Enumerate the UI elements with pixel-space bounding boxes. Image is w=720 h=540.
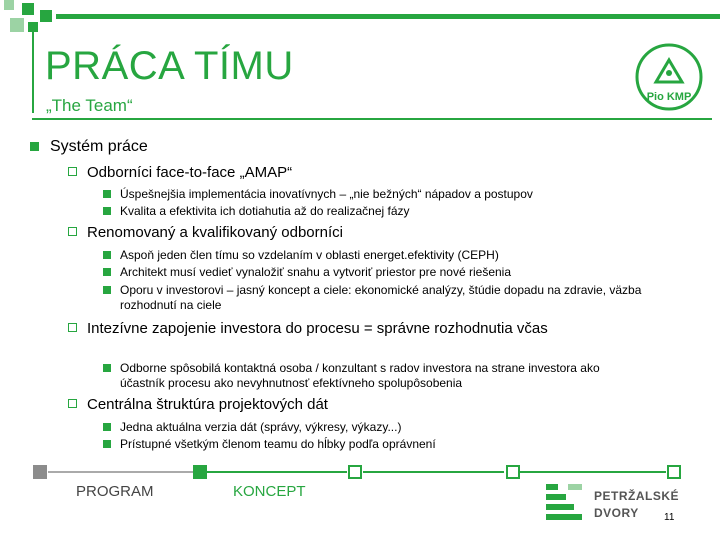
nav-step-program[interactable] [33, 465, 47, 479]
bullet-square-icon [103, 440, 111, 448]
brand-name-line1: PETRŽALSKÉ [594, 489, 680, 503]
bullet-square-icon [103, 251, 111, 259]
bullet-square-icon [103, 364, 111, 372]
bullet-hollow-square-icon [68, 167, 77, 176]
level1-text: Systém práce [50, 138, 148, 155]
list-item [103, 420, 663, 435]
list-item-text: Oporu v investorovi – jasný koncept a ciele: ekonomické analýzy, štúdie dopadu na zdravie, väzba rozhodnutí na ciele [120, 283, 642, 312]
deco-square [22, 3, 34, 15]
list-item [103, 283, 643, 313]
title-rule [32, 118, 712, 120]
list-item [103, 361, 623, 391]
section-heading [68, 224, 688, 241]
list-item [103, 437, 663, 452]
bullet-hollow-square-icon [68, 227, 77, 236]
section-heading [68, 164, 688, 181]
list-item [103, 204, 663, 219]
deco-square [40, 10, 52, 22]
section-heading [68, 396, 688, 413]
logo-text: Pio KMP [646, 91, 692, 103]
list-item [103, 187, 663, 202]
top-bar [56, 14, 720, 19]
nav-label-program[interactable]: PROGRAM [76, 483, 154, 500]
nav-line [48, 471, 193, 473]
nav-step-3[interactable] [348, 465, 362, 479]
title-rule-vertical [32, 28, 34, 113]
list-item-text: Jedna aktuálna verzia dát (správy, výkresy, výkazy...) [120, 420, 402, 434]
nav-line [207, 471, 347, 473]
section-heading-text: Intezívne zapojenie investora do procesu = správne rozhodnutia včas [87, 320, 548, 337]
list-item-text: Kvalita a efektivita ich dotiahutia až do realizačnej fázy [120, 204, 410, 218]
nav-label-koncept[interactable]: KONCEPT [233, 483, 306, 500]
page-subtitle: „The Team“ [46, 96, 133, 115]
nav-line [363, 471, 504, 473]
page-number: 11 [664, 512, 675, 523]
section-heading-text: Renomovaný a kvalifikovaný odborníci [87, 224, 343, 241]
list-item-text: Aspoň jeden člen tímu so vzdelaním v oblasti energet.efektivity (CEPH) [120, 248, 499, 262]
bullet-square-icon [103, 190, 111, 198]
nav-step-4[interactable] [506, 465, 520, 479]
brand-name-line2: DVORY [594, 506, 639, 520]
pio-kmp-logo [634, 42, 704, 112]
deco-square [4, 0, 14, 10]
list-item [103, 265, 663, 280]
bullet-hollow-square-icon [68, 323, 77, 332]
list-item-text: Úspešnejšia implementácia inovatívnych – „nie bežných“ nápadov a postupov [120, 187, 533, 201]
list-item-text: Architekt musí vedieť vynaložiť snahu a vytvoriť priestor pre nové riešenia [120, 265, 512, 279]
bullet-square-icon [103, 423, 111, 431]
page-title: PRÁCA TÍMU [45, 44, 294, 88]
list-item [103, 248, 663, 263]
section-heading-text: Centrálna štruktúra projektových dát [87, 396, 328, 413]
list-item-text: Prístupné všetkým členom teamu do hĺbky podľa oprávnení [120, 437, 436, 451]
bullet-square-icon [103, 286, 111, 294]
bullet-square-icon [103, 268, 111, 276]
petrzalske-dvory-logo-mark [546, 484, 586, 524]
list-item-text: Odborne spôsobilá kontaktná osoba / konzultant s radov investora na strane investora ako účastník procesu ako nevyhnutnosť efektívneho spolupôsobenia [120, 361, 600, 390]
level1-bullet [30, 138, 148, 156]
section-heading [68, 320, 658, 338]
bullet-square-icon [30, 142, 39, 151]
nav-line [520, 471, 666, 473]
bullet-square-icon [103, 207, 111, 215]
nav-step-5[interactable] [667, 465, 681, 479]
section-heading-text: Odborníci face-to-face „AMAP“ [87, 164, 293, 181]
bullet-hollow-square-icon [68, 399, 77, 408]
deco-square [10, 18, 24, 32]
nav-step-koncept[interactable] [193, 465, 207, 479]
